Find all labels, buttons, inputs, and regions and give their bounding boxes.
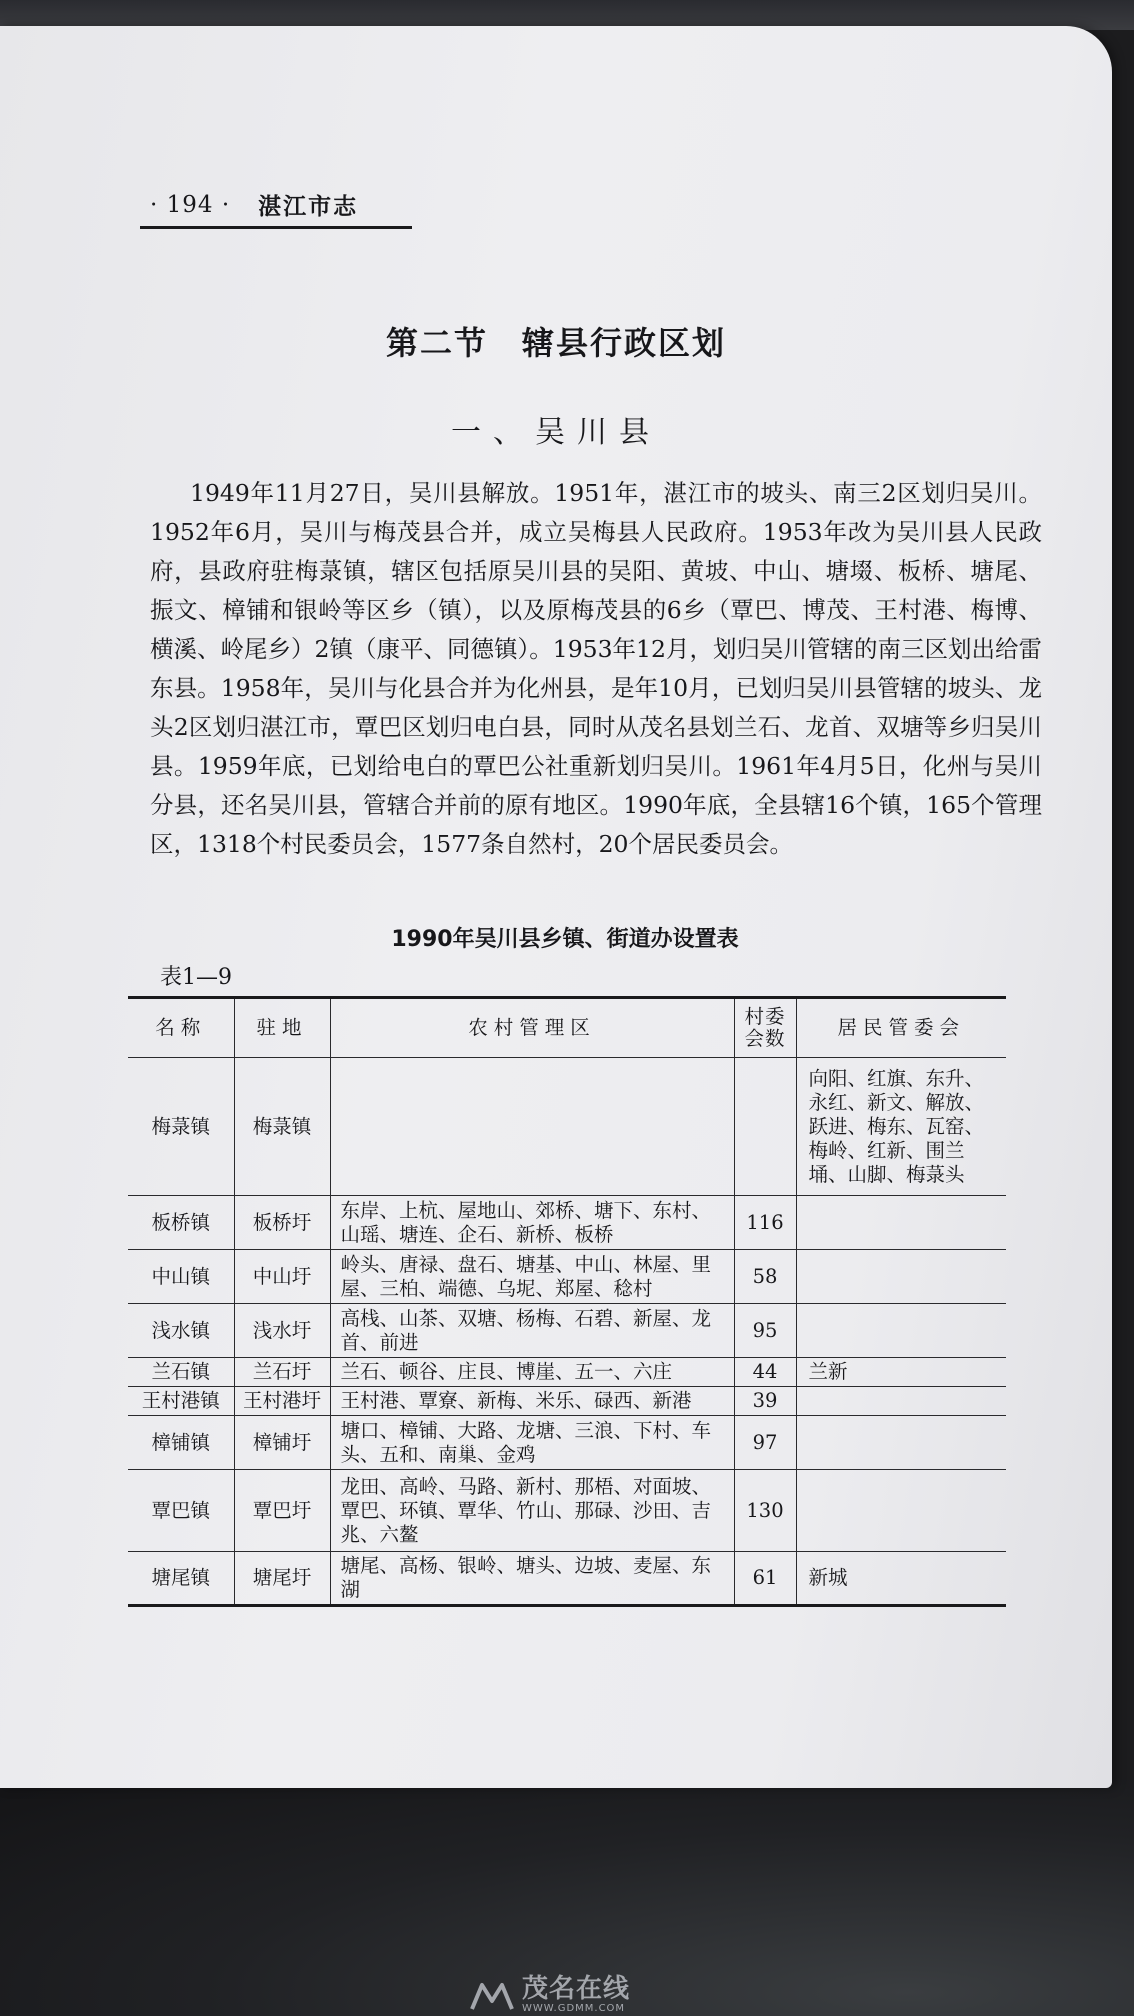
body-paragraph: 1949年11月27日，吴川县解放。1951年，湛江市的坡头、南三2区划归吴川。1952年6月，吴川与梅茂县合并，成立吴梅县人民政府。1953年改为吴川县人民政府，县政府驻梅菉镇，辖区包括原吴川县的吴阳、黄坡、中山、塘㙍、板桥、塘尾、振文、樟铺和银岭等区乡（镇），以及原梅茂县的6乡（覃巴、博茂、王村港、梅博、横溪、岭尾乡）2镇（康平、同德镇）。1953年12月，划归吴川管辖的南三区划出给雷东县。1958年，吴川与化县合并为化州县，是年10月，已划归吴川县管辖的坡头、龙头2区划归湛江市，覃巴区划归电白县，同时从茂名县划兰石、龙首、双塘等乡归吴川县。1959年底，已划给电白的覃巴公社重新划归吴川。1961年4月5日，化州与吴川分县，还名吴川县，管辖合并前的原有地区。1990年底，全县辖16个镇，165个管理区，1318个村民委员会，1577条自然村，20个居民委员会。	[150, 479, 1042, 858]
cell-areas: 龙田、高岭、马路、新村、那梧、对面坡、覃巴、环镇、覃华、竹山、那碌、沙田、吉兆、六鳌	[330, 1470, 734, 1552]
table-row	[128, 1250, 1006, 1304]
cell-count: 95	[734, 1304, 796, 1358]
header-village-committee-count: 村委会数	[734, 998, 796, 1058]
cell-name: 覃巴镇	[128, 1470, 234, 1552]
header-resident-committees: 居民管委会	[796, 998, 1006, 1058]
cell-residents	[796, 1470, 1006, 1552]
cell-count: 116	[734, 1196, 796, 1250]
table-title: 1990年吴川县乡镇、街道办设置表	[391, 927, 739, 952]
cell-name: 板桥镇	[128, 1196, 234, 1250]
watermark-url: WWW.GDMM.COM	[522, 2003, 626, 2014]
cell-count: 97	[734, 1416, 796, 1470]
cell-areas: 塘尾、高杨、银岭、塘头、边坡、麦屋、东湖	[330, 1552, 734, 1606]
cell-name: 兰石镇	[128, 1358, 234, 1387]
cell-seat: 梅菉镇	[234, 1058, 330, 1196]
header-areas: 农村管理区	[330, 998, 734, 1058]
cell-residents	[796, 1196, 1006, 1250]
cell-residents: 新城	[796, 1552, 1006, 1606]
watermark-brand: 茂名在线	[522, 1974, 631, 2004]
book-title: 湛江市志	[258, 194, 359, 220]
cell-count: 61	[734, 1552, 796, 1606]
cell-areas: 王村港、覃寮、新梅、米乐、碌西、新港	[330, 1387, 734, 1416]
cell-count: 130	[734, 1470, 796, 1552]
cell-areas	[330, 1058, 734, 1196]
cell-areas: 塘口、樟铺、大路、龙塘、三浪、下村、车头、五和、南巢、金鸡	[330, 1416, 734, 1470]
cell-areas: 高栈、山茶、双塘、杨梅、石碧、新屋、龙首、前进	[330, 1304, 734, 1358]
cell-name: 樟铺镇	[128, 1416, 234, 1470]
township-table	[128, 996, 1006, 1607]
cell-name: 梅菉镇	[128, 1058, 234, 1196]
cell-seat: 板桥圩	[234, 1196, 330, 1250]
header-rule	[140, 226, 412, 229]
cell-seat: 中山圩	[234, 1250, 330, 1304]
cell-seat: 兰石圩	[234, 1358, 330, 1387]
page-number: · 194 ·	[150, 191, 231, 218]
header-seat: 驻地	[234, 998, 330, 1058]
cell-name: 中山镇	[128, 1250, 234, 1304]
section-title: 第二节 辖县行政区划	[385, 324, 726, 362]
cell-name: 浅水镇	[128, 1304, 234, 1358]
cell-seat: 王村港圩	[234, 1387, 330, 1416]
cell-areas: 岭头、唐禄、盘石、塘基、中山、林屋、里屋、三柏、端德、乌坭、郑屋、稔村	[330, 1250, 734, 1304]
cell-count	[734, 1058, 796, 1196]
table-row	[128, 1358, 1006, 1387]
table-row	[128, 1196, 1006, 1250]
cell-residents	[796, 1250, 1006, 1304]
cell-residents: 向阳、红旗、东升、永红、新文、解放、跃进、梅东、瓦窑、梅岭、红新、围兰埇、山脚、梅菉头	[796, 1058, 1006, 1196]
table-row	[128, 1470, 1006, 1552]
cell-seat: 覃巴圩	[234, 1470, 330, 1552]
table-number: 表1—9	[160, 965, 232, 990]
cell-count: 44	[734, 1358, 796, 1387]
cell-name: 王村港镇	[128, 1387, 234, 1416]
watermark-logo-icon	[470, 1981, 514, 2011]
cell-seat: 浅水圩	[234, 1304, 330, 1358]
cell-areas: 东岸、上杭、屋地山、郊桥、塘下、东村、山瑶、塘连、企石、新桥、板桥	[330, 1196, 734, 1250]
cell-seat: 塘尾圩	[234, 1552, 330, 1606]
cell-areas: 兰石、顿谷、庄艮、博崖、五一、六庄	[330, 1358, 734, 1387]
cell-count: 39	[734, 1387, 796, 1416]
table-row	[128, 1416, 1006, 1470]
table-row	[128, 1552, 1006, 1606]
cell-count: 58	[734, 1250, 796, 1304]
cell-residents: 兰新	[796, 1358, 1006, 1387]
book-page	[0, 26, 1112, 1788]
running-head	[150, 188, 358, 221]
cell-name: 塘尾镇	[128, 1552, 234, 1606]
table-row	[128, 1058, 1006, 1196]
cell-seat: 樟铺圩	[234, 1416, 330, 1470]
subsection-title: 一、吴川县	[451, 415, 661, 450]
header-name: 名称	[128, 998, 234, 1058]
table-row	[128, 1304, 1006, 1358]
cell-residents	[796, 1304, 1006, 1358]
cell-residents	[796, 1387, 1006, 1416]
table-header-row	[128, 998, 1006, 1058]
table-row	[128, 1387, 1006, 1416]
cell-residents	[796, 1416, 1006, 1470]
site-watermark	[470, 1976, 630, 2016]
